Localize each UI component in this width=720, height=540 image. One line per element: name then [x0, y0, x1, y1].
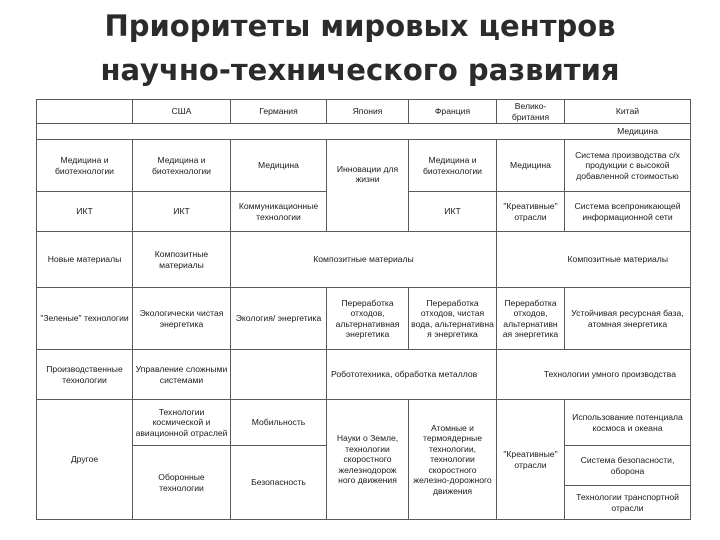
header-japan: Япония	[327, 100, 409, 124]
row-other-usa-b: Оборонные технологии	[133, 446, 231, 520]
header-empty	[37, 100, 133, 124]
row-medicine-usa: Медицина и биотехнологии	[133, 140, 231, 192]
row-medicine-uk: Медицина	[497, 140, 565, 192]
priorities-table	[36, 99, 691, 520]
header-row	[37, 100, 691, 124]
header-germany: Германия	[231, 100, 327, 124]
row-medicine-category: Медицина и биотехнологии	[37, 140, 133, 192]
header-uk: Велико-британия	[497, 100, 565, 124]
row-other-japan: Науки о Земле, технологии скоростного железнодорож ного движения	[327, 400, 409, 520]
row-ict-usa: ИКТ	[133, 192, 231, 232]
row-materials	[37, 232, 691, 288]
row-green	[37, 288, 691, 350]
row-medicine-germany: Медицина	[231, 140, 327, 192]
row-ict-germany: Коммуникационные технологии	[231, 192, 327, 232]
title-line-1: Приоритеты мировых центров	[104, 9, 616, 43]
row-other-germany-a: Мобильность	[231, 400, 327, 446]
row-ict-uk: "Креативные" отрасли	[497, 192, 565, 232]
row-materials-usa: Композитные материалы	[133, 232, 231, 288]
row-green-uk: Переработка отходов, альтернативн ая энергетика	[497, 288, 565, 350]
row-medicine-china: Система производства с/х продукции с высокой добавленной стоимостью	[565, 140, 691, 192]
row-production	[37, 350, 691, 400]
row-green-china: Устойчивая ресурсная база, атомная энергетика	[565, 288, 691, 350]
title-line-2: научно-технического развития	[100, 53, 620, 87]
row-other-a	[37, 400, 691, 446]
row-other-france: Атомные и термоядерные технологии, технологии скоростного железно-дорожного движения	[409, 400, 497, 520]
row-ict-france: ИКТ	[409, 192, 497, 232]
header-france: Франция	[409, 100, 497, 124]
row-production-china: Технологии умного производства	[497, 350, 691, 400]
header-usa: США	[133, 100, 231, 124]
row-other-germany-b: Безопасность	[231, 446, 327, 520]
slide-title	[0, 4, 720, 92]
row-ict-category: ИКТ	[37, 192, 133, 232]
medicine-header-row	[37, 124, 691, 140]
row-production-category: Производственные технологии	[37, 350, 133, 400]
row-other-usa-a: Технологии космической и авиационной отраслей	[133, 400, 231, 446]
row-other-uk: "Креативные" отрасли	[497, 400, 565, 520]
header-china: Китай	[565, 100, 691, 124]
medicine-section-label: Медицина	[37, 124, 691, 140]
row-green-usa: Экологически чистая энергетика	[133, 288, 231, 350]
row-production-usa: Управление сложными системами	[133, 350, 231, 400]
row-green-france: Переработка отходов, чистая вода, альтернативна я энергетика	[409, 288, 497, 350]
row-medicine-france: Медицина и биотехнологии	[409, 140, 497, 192]
row-green-category: "Зеленые" технологии	[37, 288, 133, 350]
row-green-japan: Переработка отходов, альтернативная энергетика	[327, 288, 409, 350]
row-ict-china: Система всепроникающей информационной сети	[565, 192, 691, 232]
row-production-japan: Робототехника, обработка металлов	[327, 350, 497, 400]
row-medicine-japan: Инновации для жизни	[327, 140, 409, 232]
row-materials-china: Композитные материалы	[497, 232, 691, 288]
row-materials-category: Новые материалы	[37, 232, 133, 288]
row-green-germany: Экология/ энергетика	[231, 288, 327, 350]
row-other-china-c: Технологии транспортной отрасли	[565, 486, 691, 520]
row-other-category: Другое	[37, 400, 133, 520]
row-production-germany	[231, 350, 327, 400]
row-materials-japan-france: Композитные материалы	[231, 232, 497, 288]
row-other-china-b: Система безопасности, оборона	[565, 446, 691, 486]
row-other-china-a: Использование потенциала космоса и океана	[565, 400, 691, 446]
row-medicine	[37, 140, 691, 192]
